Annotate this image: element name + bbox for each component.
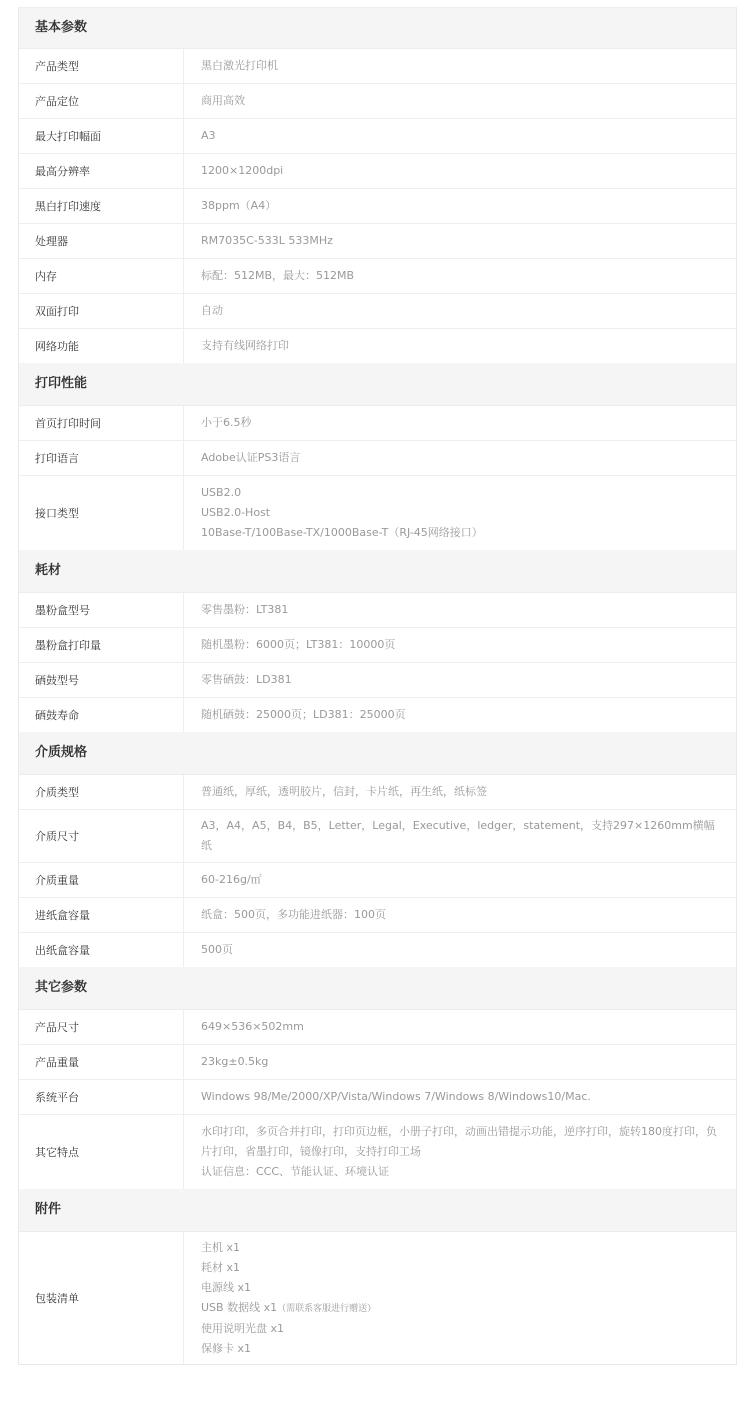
spec-value — [184, 406, 736, 440]
spec-key: 硒鼓型号 — [19, 663, 184, 697]
spec-value-text: 水印打印，多页合并打印，打印页边框，小册子打印，动画出错提示功能，逆序打印，旋转180度打印，负片打印，省墨打印，镜像打印，支持打印工场 — [201, 1125, 717, 1158]
spec-row — [19, 329, 736, 363]
spec-row — [19, 1045, 736, 1080]
spec-value — [184, 698, 736, 732]
spec-value-line — [201, 1052, 718, 1072]
spec-value-line — [201, 126, 718, 146]
spec-row — [19, 933, 736, 967]
spec-value — [184, 593, 736, 627]
spec-row — [19, 294, 736, 329]
spec-value-text: 500页 — [201, 943, 233, 956]
spec-row — [19, 119, 736, 154]
spec-value-line — [201, 448, 718, 468]
spec-value — [184, 810, 736, 862]
spec-value-line — [201, 670, 718, 690]
spec-value-line — [201, 1122, 718, 1162]
spec-key: 墨粉盒型号 — [19, 593, 184, 627]
spec-key: 系统平台 — [19, 1080, 184, 1114]
spec-row — [19, 1010, 736, 1045]
spec-key: 其它特点 — [19, 1115, 184, 1189]
spec-value-line — [201, 816, 718, 856]
spec-value-text: 保修卡 x1 — [201, 1341, 252, 1355]
spec-row — [19, 593, 736, 628]
spec-key: 介质尺寸 — [19, 810, 184, 862]
spec-value-line — [201, 1298, 718, 1319]
section-title: 附件 — [19, 1189, 736, 1232]
spec-value-line — [201, 1017, 718, 1037]
spec-row — [19, 663, 736, 698]
spec-value-text: A3，A4，A5，B4，B5，Letter，Legal，Executive，ledger，statement，支持297×1260mm横幅纸 — [201, 819, 715, 852]
spec-value-text: Windows 98/Me/2000/XP/Vista/Windows 7/Windows 8/Windows10/Mac. — [201, 1090, 591, 1103]
spec-key: 产品重量 — [19, 1045, 184, 1079]
spec-key: 介质重量 — [19, 863, 184, 897]
spec-value-line — [201, 161, 718, 181]
spec-row — [19, 84, 736, 119]
spec-value — [184, 1010, 736, 1044]
spec-value-note: （需联系客服进行赠送） — [277, 1303, 377, 1314]
spec-row — [19, 189, 736, 224]
spec-key: 内存 — [19, 259, 184, 293]
spec-value — [184, 441, 736, 475]
spec-value — [184, 49, 736, 83]
spec-value-text: 23kg±0.5kg — [201, 1055, 269, 1068]
spec-value-text: 零售硒鼓：LD381 — [201, 673, 292, 686]
spec-key: 最大打印幅面 — [19, 119, 184, 153]
spec-key: 网络功能 — [19, 329, 184, 363]
spec-value-line — [201, 1258, 718, 1278]
spec-value-line — [201, 1238, 718, 1258]
spec-row — [19, 259, 736, 294]
spec-value-text: 自动 — [201, 304, 223, 317]
spec-value-text: USB 数据线 x1 — [201, 1300, 278, 1314]
spec-value-text: Adobe认证PS3语言 — [201, 451, 301, 464]
spec-value-text: 使用说明光盘 x1 — [201, 1321, 285, 1335]
spec-value-line — [201, 413, 718, 433]
spec-key: 最高分辨率 — [19, 154, 184, 188]
spec-key: 黑白打印速度 — [19, 189, 184, 223]
spec-value-text: 1200×1200dpi — [201, 164, 284, 177]
spec-key: 产品定位 — [19, 84, 184, 118]
spec-value — [184, 1080, 736, 1114]
spec-value — [184, 628, 736, 662]
spec-value-line — [201, 336, 718, 356]
spec-value — [184, 329, 736, 363]
spec-row — [19, 441, 736, 476]
spec-key: 介质类型 — [19, 775, 184, 809]
spec-value — [184, 933, 736, 967]
spec-value-line — [201, 266, 718, 286]
spec-value-line — [201, 600, 718, 620]
spec-value-text: 纸盒：500页，多功能进纸器：100页 — [201, 908, 386, 921]
spec-row — [19, 1232, 736, 1364]
spec-value-line — [201, 1339, 718, 1359]
spec-value-text: 耗材 x1 — [201, 1260, 241, 1274]
spec-value-text: 649×536×502mm — [201, 1020, 304, 1033]
spec-value — [184, 154, 736, 188]
spec-row — [19, 898, 736, 933]
spec-row — [19, 1115, 736, 1189]
spec-key: 墨粉盒打印量 — [19, 628, 184, 662]
spec-value-text: RM7035C-533L 533MHz — [201, 234, 333, 247]
spec-row — [19, 775, 736, 810]
spec-value-text: 10Base-T/100Base-TX/1000Base-T（RJ-45网络接口） — [201, 526, 483, 539]
spec-row — [19, 476, 736, 550]
spec-value-line — [201, 1162, 718, 1182]
spec-value-line — [201, 231, 718, 251]
spec-value-line — [201, 503, 718, 523]
spec-row — [19, 863, 736, 898]
spec-key: 硒鼓寿命 — [19, 698, 184, 732]
spec-value-line — [201, 91, 718, 111]
spec-value-text: 电源线 x1 — [201, 1280, 252, 1294]
spec-key: 包装清单 — [19, 1232, 184, 1364]
spec-key: 接口类型 — [19, 476, 184, 550]
spec-key: 出纸盒容量 — [19, 933, 184, 967]
spec-row — [19, 698, 736, 732]
spec-value-line — [201, 635, 718, 655]
spec-value-text: 零售墨粉：LT381 — [201, 603, 289, 616]
spec-value-line — [201, 196, 718, 216]
spec-value-text: 随机墨粉：6000页；LT381：10000页 — [201, 638, 396, 651]
spec-value-line — [201, 1087, 718, 1107]
spec-value-line — [201, 301, 718, 321]
spec-section — [19, 732, 736, 967]
spec-value-text: USB2.0-Host — [201, 506, 271, 519]
spec-value — [184, 84, 736, 118]
spec-key: 双面打印 — [19, 294, 184, 328]
spec-key: 产品尺寸 — [19, 1010, 184, 1044]
spec-value — [184, 294, 736, 328]
spec-value-text: USB2.0 — [201, 486, 242, 499]
spec-value — [184, 224, 736, 258]
spec-section — [19, 967, 736, 1189]
spec-value — [184, 1232, 736, 1364]
spec-row — [19, 1080, 736, 1115]
spec-value — [184, 663, 736, 697]
spec-value — [184, 1115, 736, 1189]
spec-value-text: 普通纸，厚纸，透明胶片，信封，卡片纸，再生纸，纸标签 — [201, 785, 487, 798]
spec-value — [184, 1045, 736, 1079]
section-title: 介质规格 — [19, 732, 736, 775]
spec-row — [19, 224, 736, 259]
spec-value-line — [201, 483, 718, 503]
spec-value — [184, 863, 736, 897]
spec-section — [19, 363, 736, 550]
spec-value-text: 38ppm（A4） — [201, 199, 277, 212]
spec-key: 进纸盒容量 — [19, 898, 184, 932]
spec-value-text: 认证信息：CCC、节能认证、环境认证 — [201, 1165, 390, 1178]
spec-value-line — [201, 705, 718, 725]
spec-value-line — [201, 782, 718, 802]
spec-value-text: 小于6.5秒 — [201, 416, 252, 429]
spec-value-line — [201, 940, 718, 960]
spec-value-text: 支持有线网络打印 — [201, 339, 289, 352]
spec-value-text: 60-216g/㎡ — [201, 873, 262, 886]
spec-value-text: A3 — [201, 129, 216, 142]
spec-value — [184, 898, 736, 932]
spec-key: 产品类型 — [19, 49, 184, 83]
spec-key: 处理器 — [19, 224, 184, 258]
spec-value-text: 标配：512MB，最大：512MB — [201, 269, 355, 282]
spec-row — [19, 154, 736, 189]
spec-row — [19, 406, 736, 441]
spec-value — [184, 775, 736, 809]
section-title: 基本参数 — [19, 8, 736, 49]
spec-value-line — [201, 523, 718, 543]
spec-value-line — [201, 56, 718, 76]
spec-value-text: 商用高效 — [201, 94, 245, 107]
spec-value — [184, 119, 736, 153]
spec-value-line — [201, 1278, 718, 1298]
spec-key: 打印语言 — [19, 441, 184, 475]
section-title: 其它参数 — [19, 967, 736, 1010]
spec-table — [18, 7, 737, 1365]
spec-value-line — [201, 870, 718, 890]
section-title: 打印性能 — [19, 363, 736, 406]
spec-section — [19, 8, 736, 363]
spec-section — [19, 1189, 736, 1364]
spec-value-text: 黑白激光打印机 — [201, 59, 278, 72]
spec-row — [19, 49, 736, 84]
spec-value-text: 随机硒鼓：25000页；LD381：25000页 — [201, 708, 406, 721]
spec-row — [19, 628, 736, 663]
spec-value — [184, 259, 736, 293]
section-title: 耗材 — [19, 550, 736, 593]
spec-value-text: 主机 x1 — [201, 1240, 241, 1254]
spec-row — [19, 810, 736, 863]
spec-value — [184, 189, 736, 223]
spec-key: 首页打印时间 — [19, 406, 184, 440]
spec-value-line — [201, 905, 718, 925]
spec-value-line — [201, 1319, 718, 1339]
spec-value — [184, 476, 736, 550]
spec-section — [19, 550, 736, 732]
